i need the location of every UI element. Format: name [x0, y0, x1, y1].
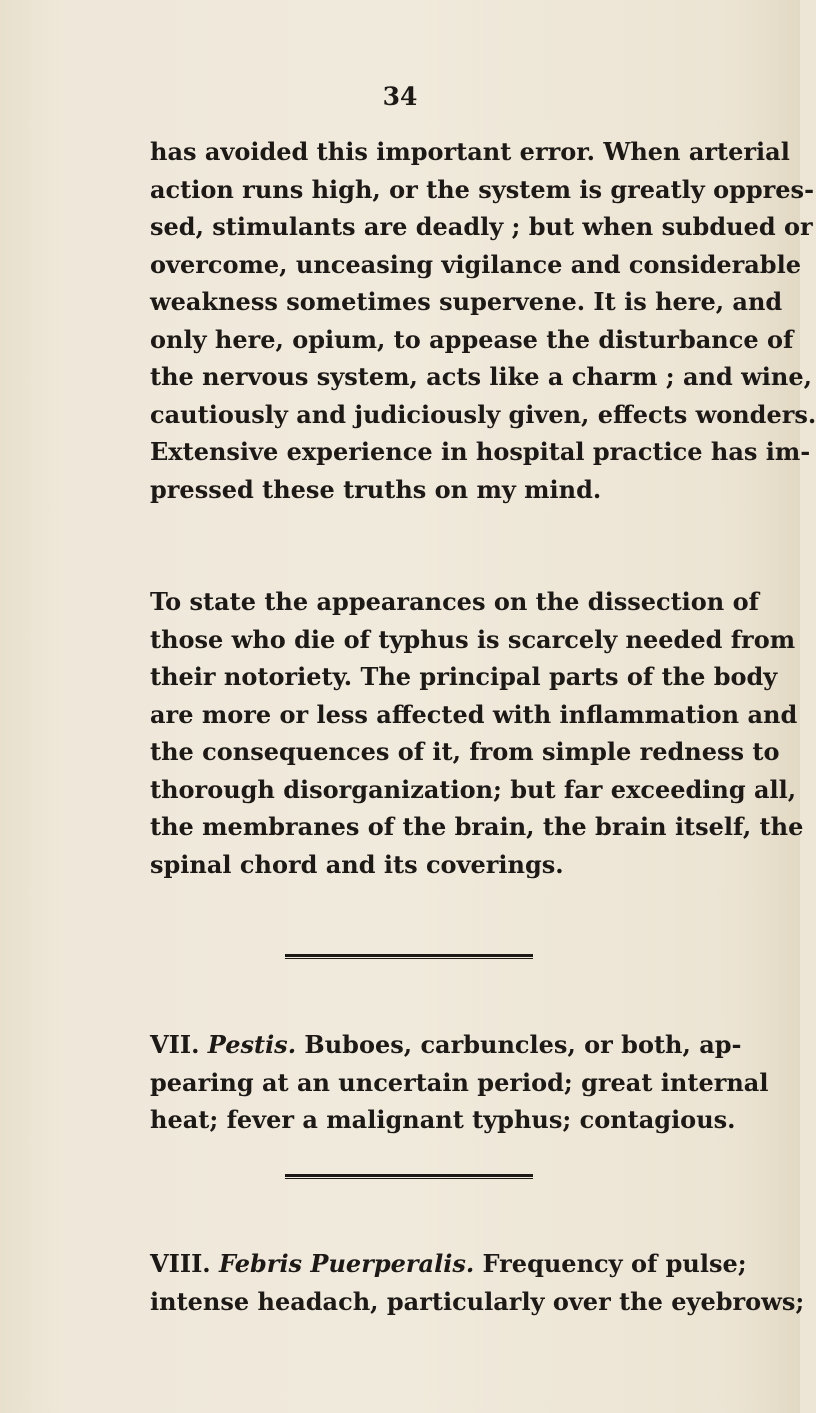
- text-line: are more or less affected with inflammation and: [150, 699, 798, 729]
- text-line: pearing at an uncertain period; great internal: [150, 1067, 769, 1097]
- text-line: [150, 1026, 742, 1064]
- section-divider: [285, 954, 533, 957]
- paragraph-dissection: [150, 583, 804, 883]
- text-line: thorough disorganization; but far exceeding all,: [150, 774, 797, 804]
- text-line: weakness sometimes supervene. It is here, and: [150, 287, 783, 316]
- section-divider: [285, 1174, 533, 1177]
- text-line: their notoriety. The principal parts of the body: [150, 662, 778, 691]
- section-pestis: [150, 1026, 769, 1139]
- section-text: Buboes, carbuncles, or both, ap-: [304, 1030, 742, 1059]
- text-line: To state the appearances on the dissection of: [150, 587, 759, 616]
- text-line: sed, stimulants are deadly ; but when subdued or: [150, 212, 813, 241]
- text-line: intense headach, particularly over the eyebrows;: [150, 1286, 805, 1316]
- section-febris-puerperalis: [150, 1245, 805, 1320]
- text-line: only here, opium, to appease the disturbance of: [150, 324, 794, 354]
- text-line: [150, 1245, 747, 1283]
- disease-name: Febris Puerperalis.: [219, 1249, 475, 1278]
- text-line: cautiously and judiciously given, effects wonders.: [150, 399, 816, 429]
- text-line: Extensive experience in hospital practice has im-: [150, 437, 811, 466]
- text-line: action runs high, or the system is greatly oppres-: [150, 174, 815, 204]
- section-numeral: VII.: [150, 1030, 200, 1059]
- text-line: pressed these truths on my mind.: [150, 474, 602, 504]
- section-numeral: VIII.: [150, 1249, 211, 1278]
- text-line: the consequences of it, from simple redness to: [150, 737, 780, 766]
- paragraph-fever-treatment: [150, 133, 816, 508]
- text-line: the membranes of the brain, the brain itself, the: [150, 812, 804, 841]
- text-line: the nervous system, acts like a charm ; and wine,: [150, 362, 812, 391]
- text-line: spinal chord and its coverings.: [150, 849, 564, 879]
- text-line: overcome, unceasing vigilance and considerable: [150, 249, 801, 279]
- text-line: has avoided this important error. When arterial: [150, 137, 790, 166]
- section-text: Frequency of pulse;: [482, 1249, 747, 1278]
- disease-name: Pestis.: [207, 1030, 297, 1059]
- text-line: those who die of typhus is scarcely needed from: [150, 624, 796, 654]
- page-number: 34: [382, 82, 418, 111]
- text-line: heat; fever a malignant typhus; contagious.: [150, 1105, 736, 1134]
